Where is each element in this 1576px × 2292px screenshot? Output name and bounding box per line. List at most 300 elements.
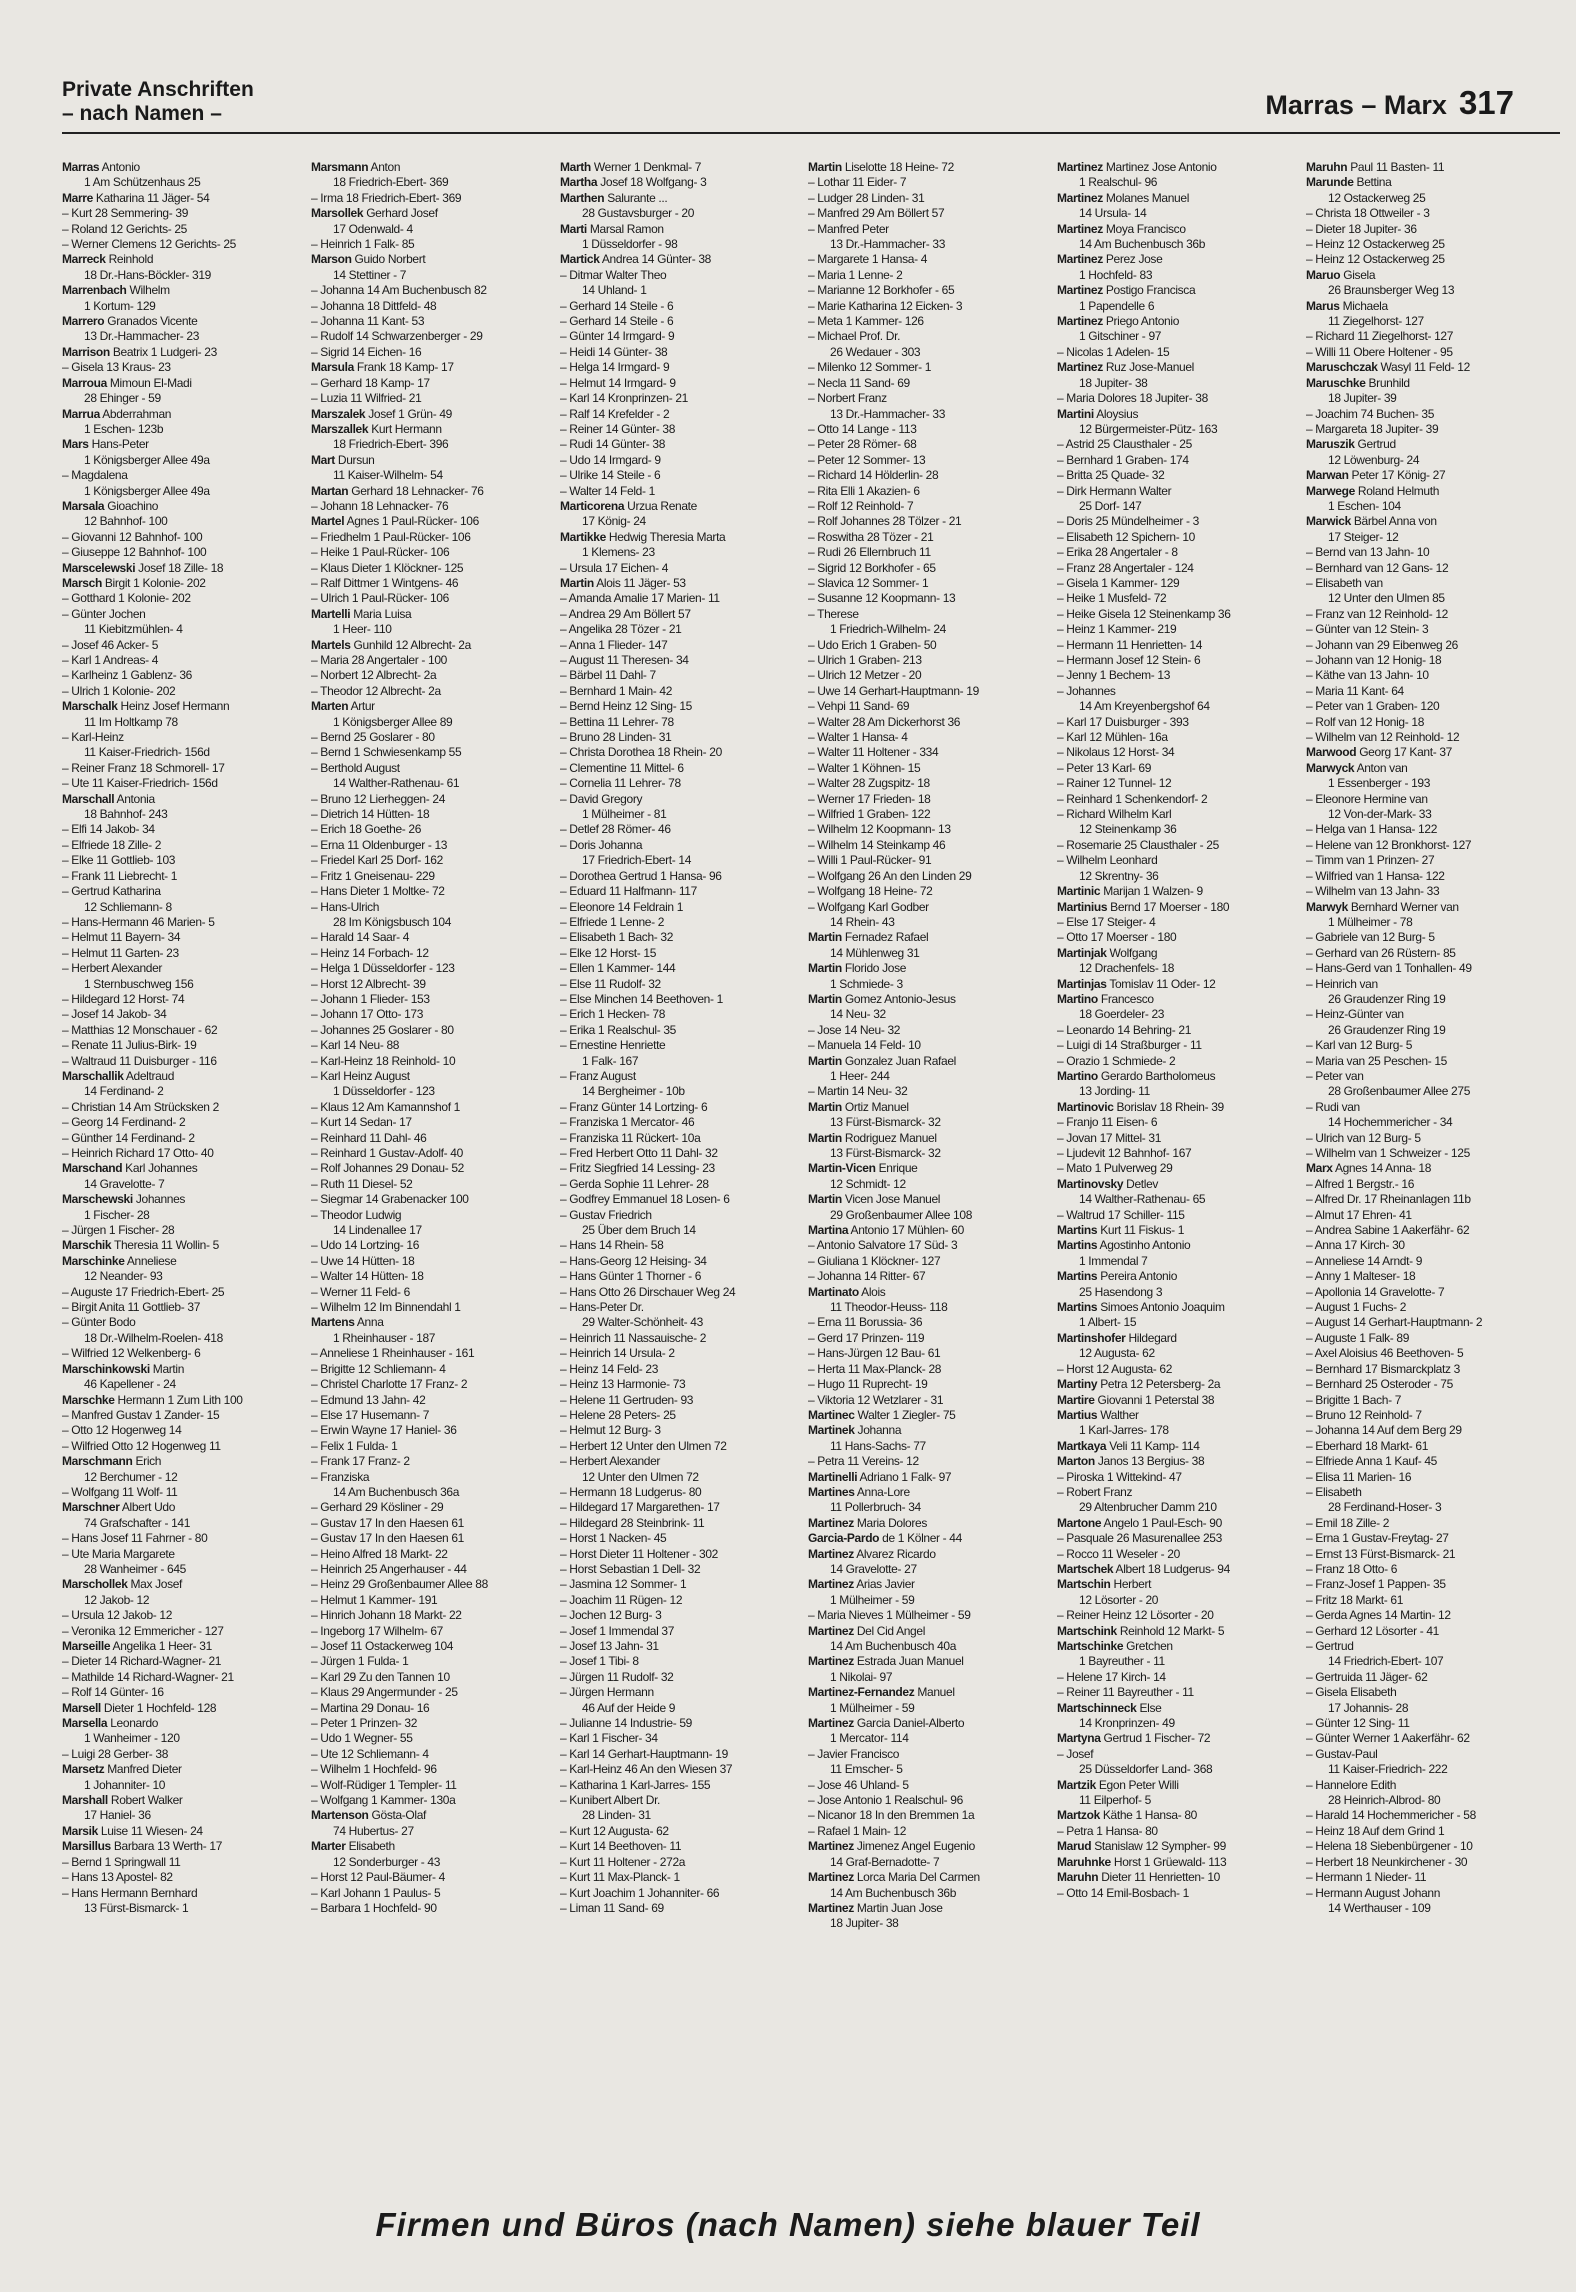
directory-entry-line: – Elisa 11 Marien- 16 <box>1306 1469 1412 1484</box>
directory-entry-line: – Javier Francisco <box>808 1746 900 1761</box>
directory-entry-line: – Anneliese 1 Rheinhauser - 161 <box>311 1346 475 1361</box>
page-header <box>62 78 1514 134</box>
directory-entry-line: – Karl 14 Kronprinzen- 21 <box>560 391 688 406</box>
directory-entry-line: 1 Düsseldorfer - 123 <box>333 1084 435 1099</box>
directory-entry-line: – Gertrud <box>1306 1639 1354 1653</box>
directory-entry-line: – Bruno 12 Lierheggen- 24 <box>311 791 446 806</box>
directory-entry-line: 28 Heinrich-Albrod- 80 <box>1328 1793 1441 1808</box>
directory-entry-line: – Elisabeth 1 Bach- 32 <box>560 930 674 945</box>
directory-entry-line: 14 Walther-Rathenau- 61 <box>333 776 460 791</box>
directory-entry-line: – Willi 11 Obere Holtener - 95 <box>1306 344 1453 359</box>
directory-entry-line: – Gustav-Paul <box>1306 1746 1378 1761</box>
directory-entry-line: – Heike Gisela 12 Steinenkamp 36 <box>1057 606 1231 621</box>
directory-entry-line: – Nicanor 18 In den Bremmen 1a <box>808 1808 975 1823</box>
directory-entry-line: – Marie Katharina 12 Eicken- 3 <box>808 298 963 313</box>
directory-entry-line: – Hildegard 17 Margarethen- 17 <box>560 1500 720 1515</box>
directory-entry-line: – Erich 1 Hecken- 78 <box>560 1007 666 1022</box>
directory-entry-line: Marsch Birgit 1 Kolonie- 202 <box>62 575 206 590</box>
directory-entry-line: 1 Heer- 110 <box>333 622 392 637</box>
directory-entry-line: – Eleonore 14 Feldrain 1 <box>560 899 684 914</box>
directory-entry-line: Martinez Maria Dolores <box>808 1515 927 1530</box>
directory-entry-line: – Almut 17 Ehren- 41 <box>1306 1207 1412 1222</box>
directory-entry-line: – Günther 14 Ferdinand- 2 <box>62 1130 195 1145</box>
header-divider <box>62 132 1560 134</box>
directory-entry-line: – Wolfgang 18 Heine- 72 <box>808 884 933 899</box>
directory-entry-line: Marson Guido Norbert <box>311 252 426 267</box>
directory-entry-line: – Hans-Georg 12 Heising- 34 <box>560 1253 707 1268</box>
directory-entry-line: Martan Gerhard 18 Lehnacker- 76 <box>311 483 484 498</box>
directory-entry-line: – Günter 14 Irmgard- 9 <box>560 329 675 344</box>
directory-entry-line: Marten Artur <box>311 699 375 714</box>
directory-entry-line: – Heinrich van <box>1306 976 1378 991</box>
directory-entry-line: – Franziska 11 Rückert- 10a <box>560 1130 701 1145</box>
directory-entry-line: – Maria van 25 Peschen- 15 <box>1306 1053 1447 1068</box>
directory-entry-line: Martzok Käthe 1 Hansa- 80 <box>1057 1808 1197 1823</box>
directory-entry-line: – Hinrich Johann 18 Markt- 22 <box>311 1608 462 1623</box>
directory-entry-line: 1 Königsberger Allee 89 <box>333 714 453 729</box>
directory-entry-line: 11 Hans-Sachs- 77 <box>830 1438 926 1453</box>
directory-entry-line: – Ulrich van 12 Burg- 5 <box>1306 1130 1421 1145</box>
directory-entry-line: Marsala Gioachino <box>62 498 159 513</box>
directory-entry-line: 12 Sonderburger - 43 <box>333 1854 441 1869</box>
directory-entry-line: – Josef <box>1057 1746 1094 1761</box>
directory-entry-line: 28 Im Königsbusch 104 <box>333 914 452 929</box>
directory-entry-line: – Christian 14 Am Strücksken 2 <box>62 1099 219 1114</box>
directory-entry-line: – Otto 17 Moerser - 180 <box>1057 930 1177 945</box>
directory-entry-line: 14 Bergheimer - 10b <box>582 1084 685 1099</box>
directory-entry-line: 1 Sternbuschweg 156 <box>84 976 194 991</box>
directory-entry-line: Martinelli Adriano 1 Falk- 97 <box>808 1469 952 1484</box>
directory-entry-line: 12 Bahnhof- 100 <box>84 514 168 529</box>
directory-entry-line: – Horst 12 Paul-Bäumer- 4 <box>311 1870 445 1885</box>
directory-entry-line: – Anna 1 Flieder- 147 <box>560 637 668 652</box>
directory-entry-line: – Brigitte 12 Schliemann- 4 <box>311 1361 446 1376</box>
directory-entry-line: 74 Hubertus- 27 <box>333 1823 414 1838</box>
directory-entry-line: – Manuela 14 Feld- 10 <box>808 1038 921 1053</box>
directory-entry-line: Martinez Priego Antonio <box>1057 314 1180 329</box>
directory-entry-line: – Barbara 1 Hochfeld- 90 <box>311 1900 437 1915</box>
directory-entry-line: Mart Dursun <box>311 452 375 467</box>
directory-entry-line: – Klaus 12 Am Kamannshof 1 <box>311 1099 460 1114</box>
directory-entry-line: – Christel Charlotte 17 Franz- 2 <box>311 1377 468 1392</box>
directory-entry-line: – Johann van 12 Honig- 18 <box>1306 653 1442 667</box>
directory-entry-line: – Johann 18 Lehnacker- 76 <box>311 498 449 513</box>
directory-entry-line: – Erika 28 Angertaler - 8 <box>1057 545 1178 560</box>
directory-entry-line: – Heinz 14 Forbach- 12 <box>311 945 429 960</box>
directory-entry-line: Marton Janos 13 Bergius- 38 <box>1057 1454 1205 1469</box>
directory-entry-line: 11 Kaiser-Friedrich- 222 <box>1328 1762 1448 1777</box>
directory-entry-line: – Gustav 17 In den Haesen 61 <box>311 1531 464 1546</box>
directory-entry-line: – Erna 1 Gustav-Freytag- 27 <box>1306 1531 1449 1546</box>
directory-entry-line: – Horst 12 Albrecht- 39 <box>311 976 426 991</box>
directory-entry-line: 26 Braunsberger Weg 13 <box>1328 283 1455 298</box>
directory-entry-line: Marsell Dieter 1 Hochfeld- 128 <box>62 1700 217 1715</box>
directory-entry-line: Marre Katharina 11 Jäger- 54 <box>62 190 210 205</box>
directory-entry-line: 18 Jupiter- 39 <box>1328 391 1397 406</box>
directory-entry-line: Marschner Albert Udo <box>62 1500 176 1515</box>
directory-entry-line: – Gustav Friedrich <box>560 1207 652 1222</box>
directory-entry-line: 1 Rheinhauser - 187 <box>333 1330 436 1345</box>
directory-entry-line: – Waltrud 17 Schiller- 115 <box>1057 1207 1185 1222</box>
directory-entry-line: – Hermann 1 Nieder- 11 <box>1306 1870 1427 1885</box>
directory-entry-line: – Elisabeth van <box>1306 575 1383 590</box>
directory-entry-line: Martini Aloysius <box>1057 406 1139 421</box>
directory-entry-line: Martinjas Tomislav 11 Oder- 12 <box>1057 976 1216 991</box>
directory-entry-line: – Timm van 1 Prinzen- 27 <box>1306 853 1435 868</box>
directory-entry-line: 12 Von-der-Mark- 33 <box>1328 807 1432 822</box>
directory-entry-line: Marthen Salurante ... <box>560 190 668 205</box>
directory-entry-line: – Manfred Peter <box>808 221 889 236</box>
directory-entry-line: – Heinz 12 Ostackerweg 25 <box>1306 237 1445 252</box>
directory-entry-line: – Petra 1 Hansa- 80 <box>1057 1823 1158 1838</box>
directory-entry-line: 1 Papendelle 6 <box>1079 298 1155 313</box>
directory-entry-line: – Ute Maria Margarete <box>62 1546 175 1561</box>
directory-entry-line: – Günter Werner 1 Aakerfähr- 62 <box>1306 1731 1470 1746</box>
directory-entry-line: – Theodor Ludwig <box>311 1207 402 1222</box>
directory-entry-line: 1 Mülheimer - 81 <box>582 807 667 822</box>
directory-entry-line: – Kurt 12 Augusta- 62 <box>560 1823 669 1838</box>
directory-entry-line: – Karl 17 Duisburger - 393 <box>1057 714 1189 729</box>
directory-entry-line: 1 Friedrich-Wilhelm- 24 <box>830 622 946 637</box>
directory-entry-line: – Rudi 14 Günter- 38 <box>560 437 666 452</box>
directory-entry-line: – Karl-Heinz 46 An den Wiesen 37 <box>560 1762 733 1777</box>
directory-entry-line: – Karl van 12 Burg- 5 <box>1306 1038 1413 1053</box>
directory-entry-line: 25 Dorf- 147 <box>1079 498 1142 513</box>
directory-entry-line: Martin Alois 11 Jäger- 53 <box>560 575 686 590</box>
directory-entry-line: – Peter van <box>1306 1068 1364 1083</box>
directory-entry-line: – Jasmina 12 Sommer- 1 <box>560 1577 687 1592</box>
directory-entry-line: – Hannelore Edith <box>1306 1777 1397 1792</box>
directory-entry-line: 1 Fischer- 28 <box>84 1207 150 1222</box>
directory-entry-line: 1 Düsseldorfer - 98 <box>582 237 678 252</box>
directory-entry-line: 12 Skrentny- 36 <box>1079 868 1159 883</box>
directory-entry-line: Marrison Beatrix 1 Ludgeri- 23 <box>62 344 217 359</box>
directory-entry-line: – Axel Aloisius 46 Beethoven- 5 <box>1306 1346 1464 1361</box>
directory-entry-line: – Dieter 14 Richard-Wagner- 21 <box>62 1654 222 1669</box>
directory-entry-line: – Bernhard 1 Graben- 174 <box>1057 452 1189 467</box>
directory-entry-line: Marsella Leonardo <box>62 1716 159 1731</box>
directory-entry-line: Martzik Egon Peter Willi <box>1057 1777 1179 1792</box>
directory-entry-line: – Jürgen Hermann <box>560 1685 654 1700</box>
directory-entry-line: – David Gregory <box>560 791 643 806</box>
directory-entry-line: 12 Bürgermeister-Pütz- 163 <box>1079 421 1218 436</box>
directory-entry-line: – Elfriede 1 Lenne- 2 <box>560 914 665 929</box>
directory-entry-line: 18 Jupiter- 38 <box>1079 375 1148 390</box>
directory-entry-line: – Necla 11 Sand- 69 <box>808 375 910 390</box>
directory-entry-line: – Gerhard 12 Lösorter - 41 <box>1306 1623 1439 1638</box>
directory-entry-line: – Luigi di 14 Straßburger - 11 <box>1057 1038 1202 1053</box>
directory-entry-line: Maruhnke Horst 1 Grüewald- 113 <box>1057 1854 1227 1869</box>
directory-entry-line: – Liman 11 Sand- 69 <box>560 1900 664 1915</box>
directory-entry-line: 26 Graudenzer Ring 19 <box>1328 1022 1446 1037</box>
directory-entry-line: – Wilhelm van 1 Schweizer - 125 <box>1306 1146 1470 1160</box>
directory-entry-line: 13 Fürst-Bismarck- 32 <box>830 1115 941 1130</box>
directory-entry-line: Martins Kurt 11 Fiskus- 1 <box>1057 1223 1185 1238</box>
directory-entry-line: Maruhn Paul 11 Basten- 11 <box>1306 160 1445 174</box>
directory-entry-line: – Michael Prof. Dr. <box>808 329 901 344</box>
directory-entry-line: – Gustav 17 In den Haesen 61 <box>311 1515 464 1530</box>
directory-entry-line: 14 Graf-Bernadotte- 7 <box>830 1854 940 1869</box>
directory-entry-line: – Slavica 12 Sommer- 1 <box>808 575 929 590</box>
directory-entry-line: – Johannes <box>1057 683 1116 698</box>
directory-entry-line: 1 Mülheimer - 78 <box>1328 914 1413 929</box>
directory-entry-line: – Sigrid 12 Borkhofer - 65 <box>808 560 936 575</box>
directory-entry-line: – Margareta 18 Jupiter- 39 <box>1306 421 1439 436</box>
directory-entry-line: – Sigrid 14 Eichen- 16 <box>311 344 422 359</box>
directory-entry-line: 12 Jakob- 12 <box>84 1592 150 1607</box>
directory-entry-line: – Rolf Johannes 29 Donau- 52 <box>311 1161 464 1176</box>
directory-entry-line: 29 Großenbaumer Allee 108 <box>830 1207 973 1222</box>
directory-entry-line: – Gerhard van 26 Rüstern- 85 <box>1306 945 1456 960</box>
directory-entry-line: Martyna Gertrud 1 Fischer- 72 <box>1057 1731 1211 1746</box>
directory-entry-line: Marseille Angelika 1 Heer- 31 <box>62 1639 212 1653</box>
directory-entry-line: – Christa 18 Ottweiler - 3 <box>1306 206 1430 221</box>
directory-entry-line: – Wolfgang Karl Godber <box>808 899 929 914</box>
directory-entry-line: – Wolfgang 26 An den Linden 29 <box>808 868 972 883</box>
directory-entry-line: – Heinz 13 Harmonie- 73 <box>560 1377 686 1392</box>
directory-entry-line: 14 Gravelotte- 7 <box>84 1176 165 1191</box>
directory-entry-line: 1 Bayreuther - 11 <box>1079 1654 1165 1669</box>
directory-entry-line: Marrenbach Wilhelm <box>62 283 170 298</box>
directory-entry-line: – August 11 Theresen- 34 <box>560 653 689 667</box>
directory-entry-line: Maruo Gisela <box>1306 267 1376 282</box>
directory-entry-line: – Johanna 14 Ritter- 67 <box>808 1269 926 1284</box>
directory-entry-line: 1 Wanheimer - 120 <box>84 1731 180 1746</box>
directory-entry-line: 11 Im Holtkamp 78 <box>84 714 178 729</box>
directory-entry-line: – Josef 13 Jahn- 31 <box>560 1639 659 1653</box>
directory-entry-line: Maruschczak Wasyl 11 Feld- 12 <box>1306 360 1470 375</box>
directory-entry-line: Marwick Bärbel Anna von <box>1306 514 1437 529</box>
directory-entry-line: 12 Drachenfels- 18 <box>1079 961 1175 976</box>
directory-entry-line: Martines Anna-Lore <box>808 1484 910 1499</box>
directory-entry-line: – Ernestine Henriette <box>560 1038 666 1053</box>
directory-entry-line: – Peter 1 Prinzen- 32 <box>311 1716 418 1731</box>
directory-entry-line: 14 Lindenallee 17 <box>333 1223 422 1238</box>
directory-entry-line: Marwyck Anton van <box>1306 760 1408 775</box>
directory-entry-line: Marroua Mimoun El-Madi <box>62 375 192 390</box>
directory-entry-line: – Walter 14 Hütten- 18 <box>311 1269 424 1284</box>
directory-entry-line: – Hermann 11 Henrietten- 14 <box>1057 637 1203 652</box>
directory-entry-line: 17 Haniel- 36 <box>84 1808 151 1823</box>
directory-entry-line: Martin Florido Jose <box>808 961 907 976</box>
directory-entry-line: – Apollonia 14 Gravelotte- 7 <box>1306 1284 1445 1299</box>
directory-entry-line: – Pasquale 26 Masurenallee 253 <box>1057 1531 1222 1546</box>
directory-column-2 <box>311 160 547 2178</box>
directory-column-1 <box>62 160 298 2178</box>
directory-entry-line: – Harald 14 Hochemmericher - 58 <box>1306 1808 1476 1823</box>
directory-entry-line: – Nicolas 1 Adelen- 15 <box>1057 344 1170 359</box>
directory-entry-line: – Jürgen 1 Fischer- 28 <box>62 1223 175 1238</box>
directory-entry-line: Marschinkowski Martin <box>62 1361 185 1376</box>
directory-entry-line: – Bernd 25 Goslarer - 80 <box>311 730 435 745</box>
directory-entry-line: – Martin 14 Neu- 32 <box>808 1084 908 1099</box>
directory-entry-line: – Karl Johann 1 Paulus- 5 <box>311 1885 441 1900</box>
directory-entry-line: Martinjak Wolfgang <box>1057 945 1158 960</box>
directory-entry-line: – Bernhard 25 Osteroder - 75 <box>1306 1377 1453 1392</box>
directory-entry-line: – Günter van 12 Stein- 3 <box>1306 622 1429 637</box>
directory-entry-line: Martinic Marijan 1 Walzen- 9 <box>1057 884 1203 899</box>
directory-entry-line: – Ludger 28 Linden- 31 <box>808 190 925 205</box>
directory-entry-line: – Werner 11 Feld- 6 <box>311 1284 410 1299</box>
directory-entry-line: Martinez-Fernandez Manuel <box>808 1685 955 1700</box>
directory-entry-line: 14 Uhland- 1 <box>582 283 647 298</box>
directory-entry-line: – Kurt Joachim 1 Johanniter- 66 <box>560 1885 720 1900</box>
directory-entry-line: 18 Jupiter- 38 <box>830 1916 899 1931</box>
directory-entry-line: – Hermann Josef 12 Stein- 6 <box>1057 653 1201 667</box>
directory-entry-line: Marrua Abderrahman <box>62 406 172 421</box>
directory-entry-line: – Udo 1 Wegner- 55 <box>311 1731 413 1746</box>
directory-entry-line: Martikke Hedwig Theresia Marta <box>560 529 726 544</box>
directory-entry-line: – Therese <box>808 606 859 621</box>
directory-entry-line: 14 Am Kreyenbergshof 64 <box>1079 699 1210 714</box>
directory-entry-line: Martino Francesco <box>1057 991 1154 1006</box>
directory-entry-line: – Heinz 29 Großenbaumer Allee 88 <box>311 1577 488 1592</box>
directory-entry-line: Marus Michaela <box>1306 298 1388 313</box>
directory-entry-line: – Klaus Dieter 1 Klöckner- 125 <box>311 560 464 575</box>
directory-entry-line: Martha Josef 18 Wolfgang- 3 <box>560 175 707 190</box>
directory-entry-line: Martinez Postigo Francisca <box>1057 283 1196 298</box>
directory-entry-line: – Werner Clemens 12 Gerichts- 25 <box>62 237 236 252</box>
directory-entry-line: Martinek Johanna <box>808 1423 902 1438</box>
directory-entry-line: – Margarete 1 Hansa- 4 <box>808 252 928 267</box>
directory-entry-line: – Wilhelm 14 Steinkamp 46 <box>808 837 946 852</box>
directory-entry-line: 13 Dr.-Hammacher- 33 <box>830 406 946 421</box>
directory-entry-line: – Reinhard 1 Schenkendorf- 2 <box>1057 791 1208 806</box>
directory-entry-line: – Herbert Alexander <box>62 961 163 976</box>
directory-entry-line: – Maria 28 Angertaler - 100 <box>311 653 447 667</box>
directory-entry-line: – Wilfried 1 Graben- 122 <box>808 807 931 822</box>
directory-entry-line: – Gerda Agnes 14 Martin- 12 <box>1306 1608 1451 1623</box>
directory-entry-line: – Robert Franz <box>1057 1484 1133 1499</box>
directory-entry-line: 1 Karl-Jarres- 178 <box>1079 1423 1169 1438</box>
directory-entry-line: Martin Fernadez Rafael <box>808 930 929 945</box>
directory-entry-line: 28 Wanheimer - 645 <box>84 1561 186 1576</box>
directory-entry-line: – Heinrich 11 Nassauische- 2 <box>560 1330 707 1345</box>
directory-entry-line: – Willi 1 Paul-Rücker- 91 <box>808 853 932 868</box>
directory-entry-line: – Waltraud 11 Duisburger - 116 <box>62 1053 217 1068</box>
directory-entry-line: – Herbert Alexander <box>560 1454 661 1469</box>
directory-entry-line: – Erna 11 Borussia- 36 <box>808 1315 923 1330</box>
directory-entry-line: – Rafael 1 Main- 12 <box>808 1823 907 1838</box>
directory-entry-line: 11 Pollerbruch- 34 <box>830 1500 921 1515</box>
directory-entry-line: Marwan Peter 17 König- 27 <box>1306 468 1446 483</box>
directory-entry-line: – Reinhard 11 Dahl- 46 <box>311 1130 427 1145</box>
directory-entry-line: Martinez Del Cid Angel <box>808 1623 926 1638</box>
directory-entry-line: – Heinrich Richard 17 Otto- 40 <box>62 1146 214 1160</box>
directory-entry-line: Martinez Ruz Jose-Manuel <box>1057 360 1194 375</box>
directory-entry-line: – Dirk Hermann Walter <box>1057 483 1172 498</box>
directory-entry-line: – Else 17 Husemann- 7 <box>311 1407 430 1422</box>
directory-entry-line: – Herta 11 Max-Planck- 28 <box>808 1361 942 1376</box>
directory-entry-line: – Franziska <box>311 1469 370 1484</box>
directory-entry-line: – Ulrike 14 Steile - 6 <box>560 468 661 483</box>
directory-entry-line: – Wilhelm Leonhard <box>1057 853 1158 868</box>
directory-entry-line: – Rudolf 14 Schwarzenberger - 29 <box>311 329 483 344</box>
directory-entry-line: Martschinneck Else <box>1057 1700 1162 1715</box>
directory-entry-line: – Reinhard 1 Gustav-Adolf- 40 <box>311 1146 463 1160</box>
directory-entry-line: – Walter 1 Köhnen- 15 <box>808 760 921 775</box>
directory-entry-line: – Günter Jochen <box>62 606 146 621</box>
directory-entry-line: – Erich 18 Goethe- 26 <box>311 822 422 837</box>
directory-entry-line: – Eberhard 18 Markt- 61 <box>1306 1438 1429 1453</box>
directory-entry-line: Martiny Petra 12 Petersberg- 2a <box>1057 1377 1221 1392</box>
directory-entry-line: 1 Gitschiner - 97 <box>1079 329 1162 344</box>
directory-entry-line: – Wolfgang 11 Wolf- 11 <box>62 1484 178 1499</box>
directory-entry-line: – Ingeborg 17 Wilhelm- 67 <box>311 1623 443 1638</box>
directory-entry-line: – Georg 14 Ferdinand- 2 <box>62 1115 186 1130</box>
directory-entry-line: 18 Friedrich-Ebert- 369 <box>333 175 449 190</box>
directory-entry-line: Marschewski Johannes <box>62 1192 186 1207</box>
directory-entry-line: 18 Friedrich-Ebert- 396 <box>333 437 449 452</box>
directory-entry-line: – Friedel Karl 25 Dorf- 162 <box>311 853 443 868</box>
directory-entry-line: – Karl 12 Mühlen- 16a <box>1057 730 1168 745</box>
directory-entry-line: – Wilfried Otto 12 Hogenweg 11 <box>62 1438 221 1453</box>
footer-note: Firmen und Büros (nach Namen) siehe blauer Teil <box>375 2206 1201 2243</box>
directory-entry-line: – Ute 12 Schliemann- 4 <box>311 1746 429 1761</box>
directory-entry-line: Marscelewski Josef 18 Zille- 18 <box>62 560 224 575</box>
directory-entry-line: – Dorothea Gertrud 1 Hansa- 96 <box>560 868 722 883</box>
directory-entry-line: 11 Theodor-Heuss- 118 <box>830 1300 948 1315</box>
directory-entry-line: 1 Johanniter- 10 <box>84 1777 166 1792</box>
directory-entry-line: 28 Linden- 31 <box>582 1808 651 1823</box>
directory-entry-line: – Uwe 14 Gerhart-Hauptmann- 19 <box>808 683 979 698</box>
directory-entry-line: 18 Goerdeler- 23 <box>1079 1007 1165 1022</box>
directory-entry-line: – Joachim 74 Buchen- 35 <box>1306 406 1435 421</box>
directory-entry-line: Marrero Granados Vicente <box>62 314 198 329</box>
directory-entry-line: – Werner 17 Frieden- 18 <box>808 791 931 806</box>
directory-entry-line: 1 Königsberger Allee 49a <box>84 452 210 467</box>
directory-entry-line: 1 Albert- 15 <box>1079 1315 1137 1330</box>
directory-entry-line: – Franziska 1 Mercator- 46 <box>560 1115 695 1130</box>
directory-entry-line: 14 Am Buchenbusch 36a <box>333 1484 460 1499</box>
directory-entry-line: Marsmann Anton <box>311 160 401 174</box>
directory-entry-line: Maruschke Brunhild <box>1306 375 1410 390</box>
directory-entry-line: – Elfriede Anna 1 Kauf- 45 <box>1306 1454 1437 1469</box>
directory-entry-line: – Ulrich 1 Graben- 213 <box>808 653 922 667</box>
directory-entry-line: – Bettina 11 Lehrer- 78 <box>560 714 674 729</box>
directory-entry-line: – Ursula 12 Jakob- 12 <box>62 1608 173 1623</box>
directory-entry-line: 12 Lösorter - 20 <box>1079 1592 1159 1607</box>
directory-entry-line: – Theodor 12 Albrecht- 2a <box>311 683 441 698</box>
directory-entry-line: 14 Friedrich-Ebert- 107 <box>1328 1654 1444 1669</box>
directory-entry-line: – Gerhard 18 Kamp- 17 <box>311 375 430 390</box>
directory-entry-line: – Maria Dolores 18 Jupiter- 38 <box>1057 391 1208 406</box>
directory-entry-line: – Britta 25 Quade- 32 <box>1057 468 1165 483</box>
directory-entry-line: Marshall Robert Walker <box>62 1793 183 1808</box>
directory-entry-line: – Fritz Siegfried 14 Lessing- 23 <box>560 1161 715 1176</box>
directory-entry-line: Martkaya Veli 11 Kamp- 114 <box>1057 1438 1200 1453</box>
directory-entry-line: – Udo 14 Irmgard- 9 <box>560 452 661 467</box>
directory-entry-line: – Gisela 13 Kraus- 23 <box>62 360 171 375</box>
directory-entry-line: Martin Gomez Antonio-Jesus <box>808 991 956 1006</box>
directory-entry-line: – Meta 1 Kammer- 126 <box>808 314 924 329</box>
directory-entry-line: – Helmut 12 Burg- 3 <box>560 1423 661 1438</box>
directory-entry-line: 1 Klemens- 23 <box>582 545 655 560</box>
directory-entry-line: – Walter 28 Zugspitz- 18 <box>808 776 930 791</box>
directory-entry-line: Martin Ortiz Manuel <box>808 1099 909 1114</box>
directory-entry-line: – Heinz 14 Feld- 23 <box>560 1361 659 1376</box>
directory-entry-line: – Franz Günter 14 Lortzing- 6 <box>560 1099 708 1114</box>
directory-entry-line: – Luzia 11 Wilfried- 21 <box>311 391 422 406</box>
directory-entry-line: 14 Hochemmericher - 34 <box>1328 1115 1453 1130</box>
directory-entry-line: – Bernhard 1 Main- 42 <box>560 683 673 698</box>
directory-entry-line: – Elisabeth 12 Spichern- 10 <box>1057 529 1195 544</box>
directory-entry-line: – Ralf 14 Krefelder - 2 <box>560 406 670 421</box>
directory-entry-line: – Peter van 1 Graben- 120 <box>1306 699 1440 714</box>
directory-entry-line: – Karl 29 Zu den Tannen 10 <box>311 1669 450 1684</box>
directory-entry-line: Marsetz Manfred Dieter <box>62 1762 182 1777</box>
directory-entry-line: – Hans-Peter Dr. <box>560 1300 644 1315</box>
